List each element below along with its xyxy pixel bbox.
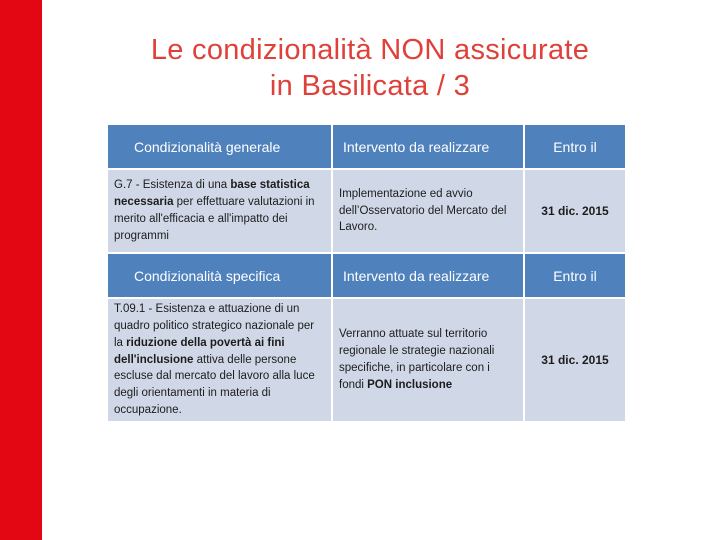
slide-title-line-1: Le condizionalità NON assicurate bbox=[150, 34, 590, 66]
condition-cell bbox=[108, 170, 331, 252]
intervention-cell bbox=[333, 299, 523, 421]
deadline-cell: 31 dic. 2015 bbox=[525, 170, 625, 252]
condition-text-end: attiva delle persone escluse dal mercato del lavoro alla luce degli orientamenti in materia di occupazione. bbox=[114, 353, 315, 416]
slide-title bbox=[60, 32, 680, 104]
table-header-row bbox=[108, 254, 625, 297]
header-intervention: Intervento da realizzare bbox=[333, 254, 523, 297]
condition-highlight: riduzione della povertà ai fini dell'inclusione bbox=[114, 336, 285, 366]
slide-title-line-2: in Basilicata / 3 bbox=[269, 70, 471, 102]
intervention-cell: Implementazione ed avvio dell’Osservatorio del Mercato del Lavoro. bbox=[333, 170, 523, 252]
condition-text: T.09.1 - Esistenza e attuazione di un quadro politico strategico nazionale per la bbox=[114, 303, 315, 349]
header-deadline: Entro il bbox=[525, 254, 625, 297]
header-general-conditionality: Condizionalità generale bbox=[108, 125, 331, 168]
deadline-cell: 31 dic. 2015 bbox=[525, 299, 625, 421]
condition-text: G.7 - Esistenza di una bbox=[114, 179, 231, 192]
header-deadline: Entro il bbox=[525, 125, 625, 168]
intervention-highlight: PON inclusione bbox=[367, 378, 453, 391]
condition-text-end: per effettuare valutazioni in merito all'efficacia e all'impatto dei programmi bbox=[114, 196, 315, 242]
header-specific-conditionality: Condizionalità specifica bbox=[108, 254, 331, 297]
table-row bbox=[108, 299, 625, 421]
condition-highlight: base statistica necessaria bbox=[114, 179, 310, 209]
table-row bbox=[108, 170, 625, 252]
header-intervention: Intervento da realizzare bbox=[333, 125, 523, 168]
conditionality-table bbox=[106, 123, 627, 423]
intervention-text: Verranno attuate sul territorio regionale le strategie nazionali specifiche, in particolare con i fondi bbox=[339, 328, 495, 391]
left-accent-bar bbox=[0, 0, 42, 540]
condition-cell bbox=[108, 299, 331, 421]
table-header-row bbox=[108, 125, 625, 168]
